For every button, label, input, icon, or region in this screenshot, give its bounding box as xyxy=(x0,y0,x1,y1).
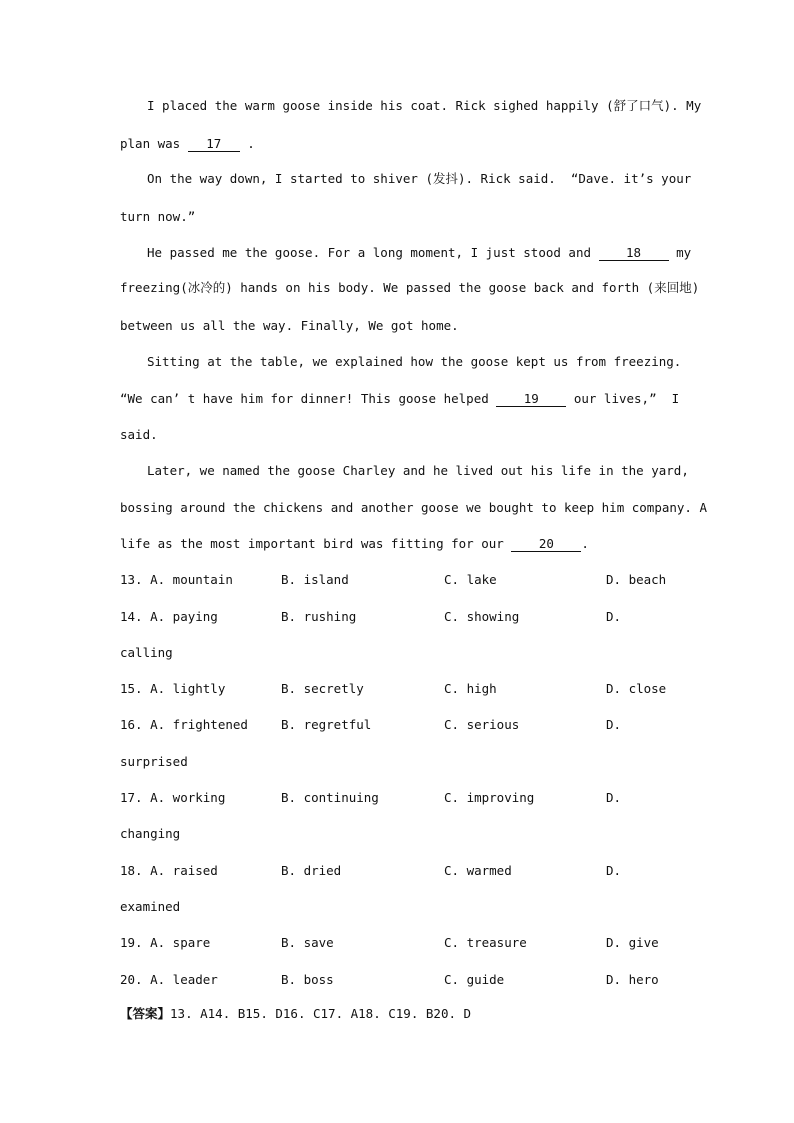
option-d: D. xyxy=(606,717,622,732)
text: plan was xyxy=(120,136,188,151)
blank-18: 18 xyxy=(599,246,669,261)
option-d: D. xyxy=(606,863,622,878)
passage-line xyxy=(120,536,589,552)
option-d: D. xyxy=(606,790,622,805)
option-c: C. guide xyxy=(444,972,505,987)
passage-line: Later, we named the goose Charley and he lived out his life in the yard, xyxy=(147,463,689,478)
option-c: C. improving xyxy=(444,790,535,805)
text: . xyxy=(239,136,255,151)
option-row xyxy=(120,681,680,697)
passage-line: freezing(冰冷的) hands on his body. We passed the goose back and forth (来回地) xyxy=(120,280,700,295)
option-c: C. treasure xyxy=(444,935,527,950)
passage-line: said. xyxy=(120,427,158,442)
option-a: 17. A. working xyxy=(120,790,226,805)
text: He passed me the goose. For a long moment, I just stood and xyxy=(147,245,599,260)
answer-text: 13. A14. B15. D16. C17. A18. C19. B20. D xyxy=(170,1006,472,1021)
option-row xyxy=(120,790,680,806)
option-b: B. boss xyxy=(281,972,334,987)
option-d-wrap: changing xyxy=(120,826,181,841)
passage-line xyxy=(120,136,255,152)
blank-20: 20 xyxy=(511,537,581,552)
text: “We can’ t have him for dinner! This goose helped xyxy=(120,391,497,406)
option-d: D. give xyxy=(606,935,659,950)
option-c: C. warmed xyxy=(444,863,512,878)
passage-line: Sitting at the table, we explained how the goose kept us from freezing. xyxy=(147,354,682,369)
option-b: B. rushing xyxy=(281,609,357,624)
blank-17: 17 xyxy=(188,137,240,152)
option-d: D. close xyxy=(606,681,667,696)
passage-line: On the way down, I started to shiver (发抖). Rick said. “Dave. it’s your xyxy=(147,171,692,186)
text: our lives,” I xyxy=(566,391,680,406)
option-a: 13. A. mountain xyxy=(120,572,233,587)
option-a: 16. A. frightened xyxy=(120,717,248,732)
option-a: 19. A. spare xyxy=(120,935,211,950)
option-c: C. lake xyxy=(444,572,497,587)
option-row xyxy=(120,609,680,625)
option-d: D. xyxy=(606,609,622,624)
passage-line: between us all the way. Finally, We got home. xyxy=(120,318,459,333)
answer-line xyxy=(120,1006,471,1022)
option-a: 18. A. raised xyxy=(120,863,218,878)
option-a: 15. A. lightly xyxy=(120,681,226,696)
option-c: C. serious xyxy=(444,717,520,732)
option-row xyxy=(120,717,680,733)
text: life as the most important bird was fitting for our xyxy=(120,536,512,551)
option-d-wrap: examined xyxy=(120,899,181,914)
text: my xyxy=(668,245,692,260)
option-row xyxy=(120,572,680,588)
option-b: B. continuing xyxy=(281,790,379,805)
answer-label: 【答案】 xyxy=(120,1006,171,1021)
passage-line: bossing around the chickens and another goose we bought to keep him company. A xyxy=(120,500,707,515)
option-b: B. dried xyxy=(281,863,342,878)
option-d-wrap: surprised xyxy=(120,754,188,769)
passage-line xyxy=(147,245,691,261)
blank-19: 19 xyxy=(496,392,566,407)
option-row xyxy=(120,935,680,951)
text: . xyxy=(581,536,589,551)
option-a: 14. A. paying xyxy=(120,609,218,624)
option-c: C. showing xyxy=(444,609,520,624)
option-d-wrap: calling xyxy=(120,645,173,660)
passage-line: turn now.” xyxy=(120,209,196,224)
option-c: C. high xyxy=(444,681,497,696)
passage-line xyxy=(120,391,679,407)
option-b: B. save xyxy=(281,935,334,950)
option-b: B. secretly xyxy=(281,681,364,696)
option-d: D. hero xyxy=(606,972,659,987)
option-row xyxy=(120,863,680,879)
passage-line: I placed the warm goose inside his coat. Rick sighed happily (舒了口气). My xyxy=(147,98,702,113)
option-b: B. regretful xyxy=(281,717,372,732)
option-d: D. beach xyxy=(606,572,667,587)
option-b: B. island xyxy=(281,572,349,587)
option-a: 20. A. leader xyxy=(120,972,218,987)
option-row xyxy=(120,972,680,988)
